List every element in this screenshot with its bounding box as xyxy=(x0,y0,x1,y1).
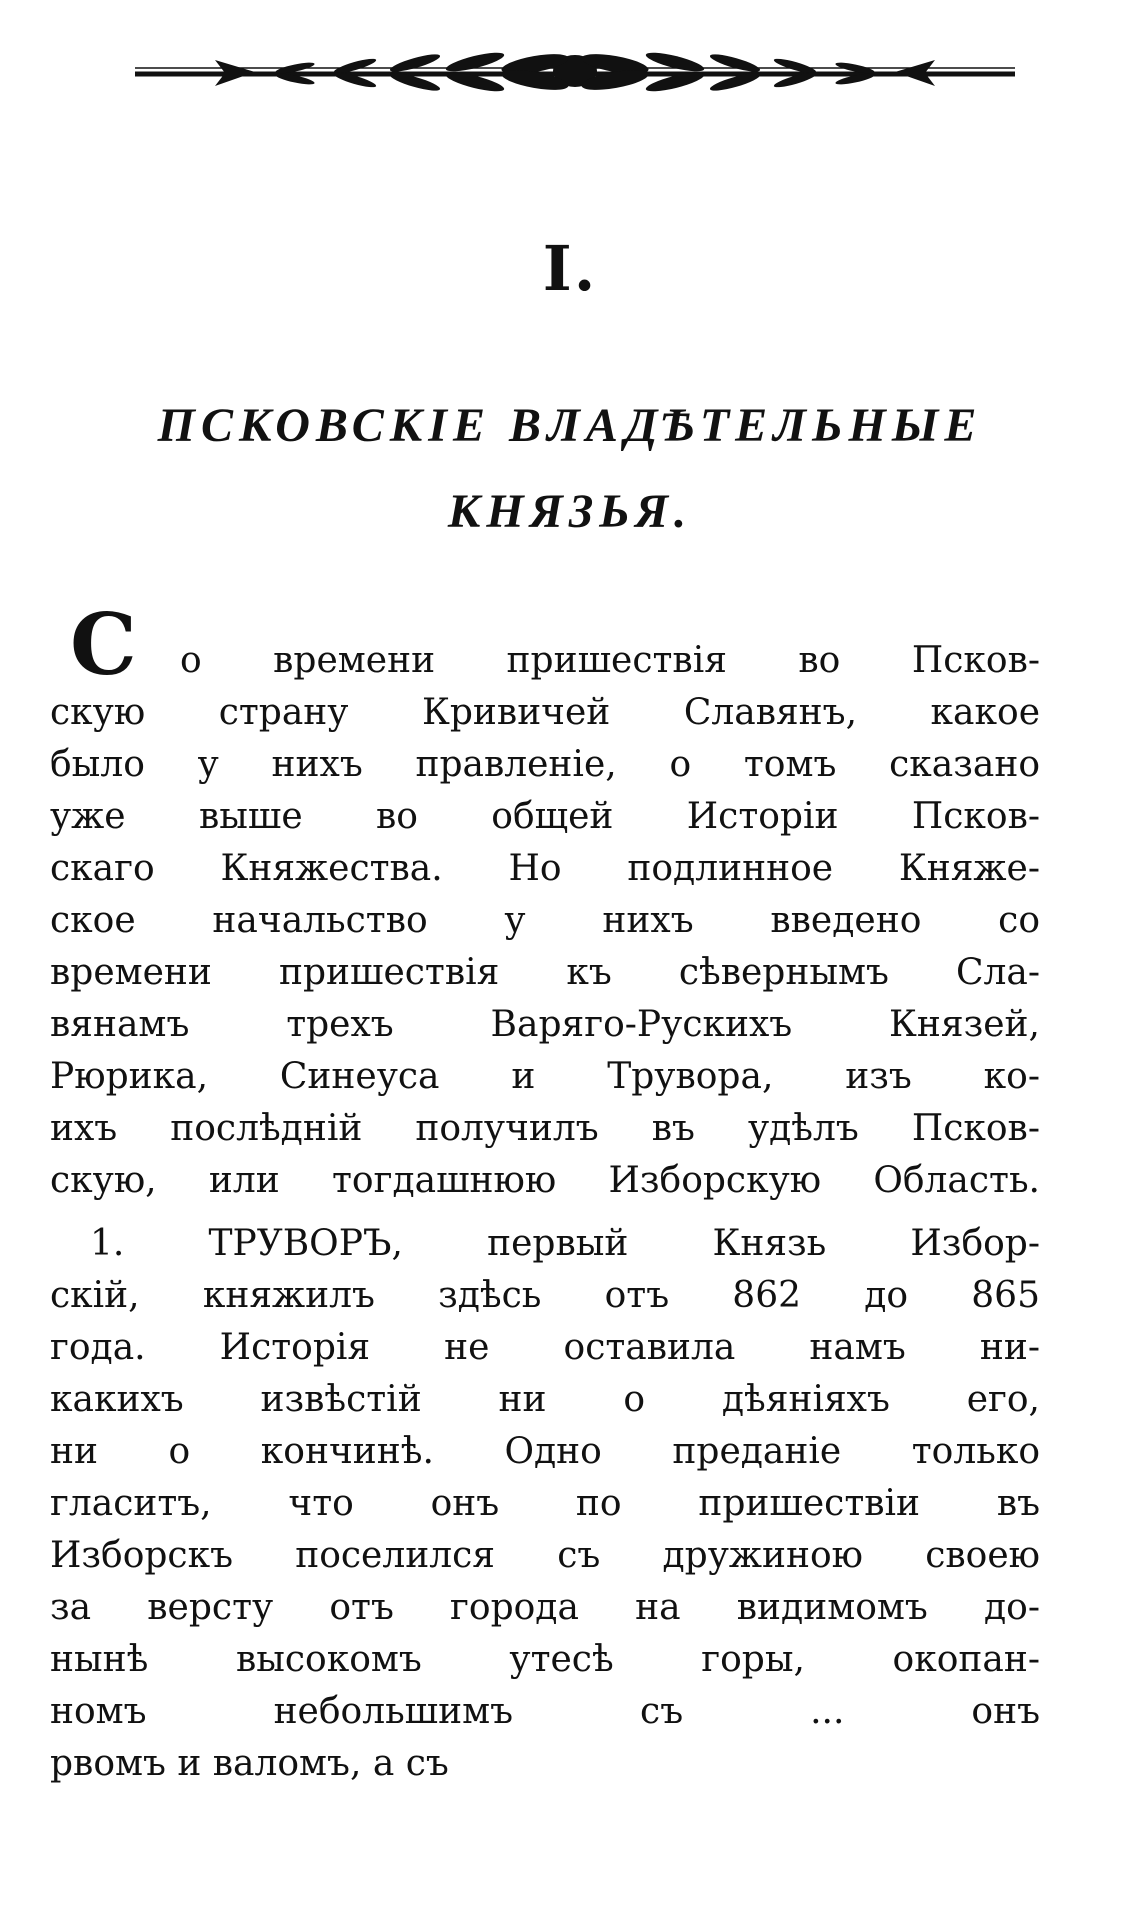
text-line: скую, или тогдашнюю Изборскую Область. xyxy=(50,1160,1040,1201)
text-line: скій, княжилъ здѣсь отъ 862 до 865 xyxy=(50,1275,1040,1316)
text-line: времени пришествія къ сѣвернымъ Сла- xyxy=(50,952,1040,993)
text-line: 1. ТРУВОРЪ, первый Князь Избор- xyxy=(90,1223,1040,1264)
text-line: номъ небольшимъ съ ... онъ xyxy=(50,1691,1040,1732)
text-line: за версту отъ города на видимомъ до- xyxy=(50,1587,1040,1628)
text-line: Изборскъ поселился съ дружиною своею xyxy=(50,1535,1040,1576)
text-line: скую страну Кривичей Славянъ, какое xyxy=(50,692,1040,733)
text-line: уже выше во общей Исторіи Псков- xyxy=(50,796,1040,837)
text-line: ни о кончинѣ. Одно преданіе только xyxy=(50,1431,1040,1472)
ornamental-divider xyxy=(135,42,1015,102)
text-line: скаго Княжества. Но подлинное Княже- xyxy=(50,848,1040,889)
text-line: ское начальство у нихъ введено со xyxy=(50,900,1040,941)
text-line: о времени пришествія во Псков- xyxy=(180,640,1040,681)
text-line: гласитъ, что онъ по пришествіи въ xyxy=(50,1483,1040,1524)
chapter-title-line-1: ПСКОВСКІЕ ВЛАДѢТЕЛЬНЫЕ xyxy=(157,399,983,452)
section-number: I. xyxy=(542,232,598,305)
text-line: Рюрика, Синеуса и Трувора, изъ ко- xyxy=(50,1056,1040,1097)
text-line: рвомъ и валомъ, а съ xyxy=(50,1743,449,1784)
text-line: нынѣ высокомъ утесѣ горы, окопан- xyxy=(50,1639,1040,1680)
text-line: было у нихъ правленіе, о томъ сказано xyxy=(50,744,1040,785)
drop-cap: С xyxy=(70,595,137,694)
text-line: вянамъ трехъ Варяго-Рускихъ Князей, xyxy=(50,1004,1040,1045)
text-line: какихъ извѣстій ни о дѣяніяхъ его, xyxy=(50,1379,1040,1420)
text-line: ихъ послѣдній получилъ въ удѣлъ Псков- xyxy=(50,1108,1040,1149)
text-line: года. Исторія не оставила намъ ни- xyxy=(50,1327,1040,1368)
chapter-title-line-2: КНЯЗЬЯ. xyxy=(447,485,693,538)
